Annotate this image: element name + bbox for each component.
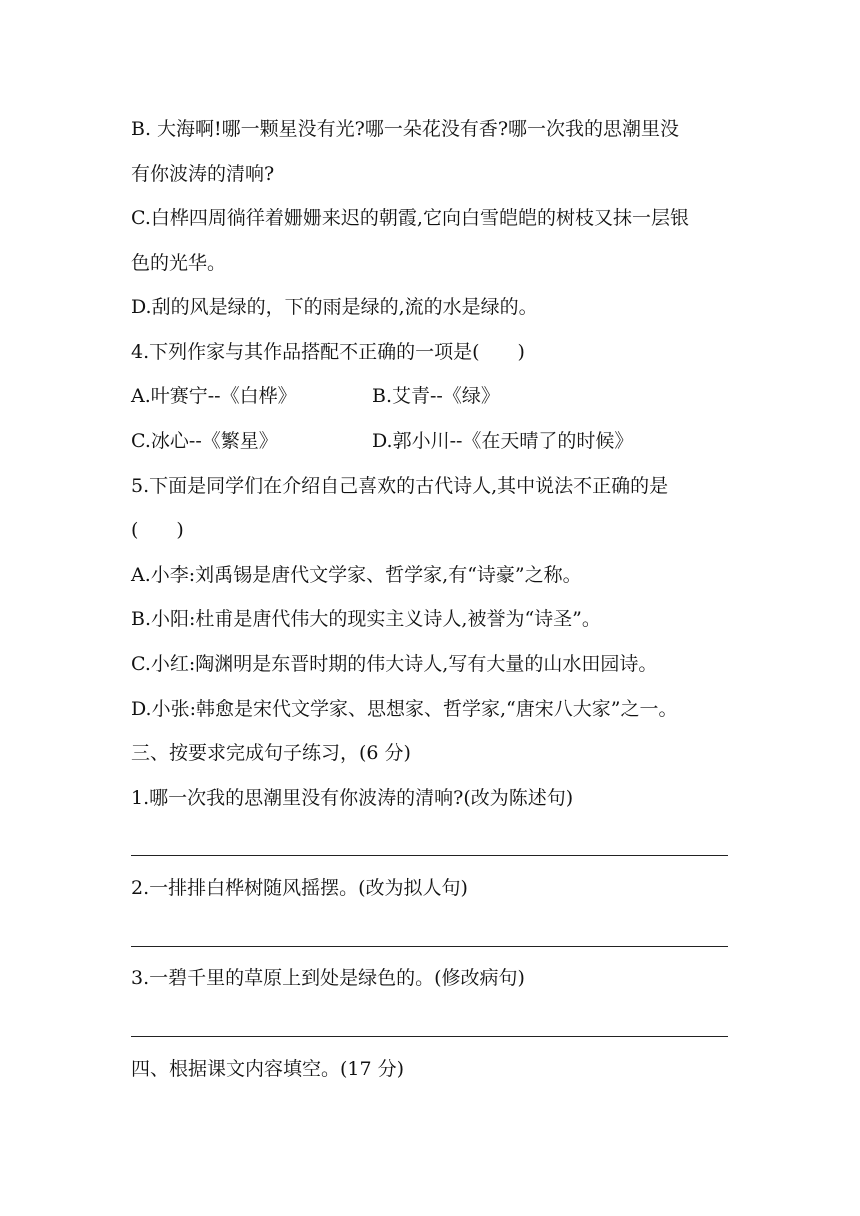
- section3-item-3: 3.一碧千里的草原上到处是绿色的。(修改病句): [131, 967, 525, 989]
- q5-option-b: B.小阳:杜甫是唐代伟大的现实主义诗人,被誉为“诗圣”。: [131, 608, 601, 630]
- answer-line-1: [131, 855, 728, 856]
- q3-option-c-line1: C.白桦四周徜徉着姗姗来迟的朝霞,它向白雪皑皑的树枝又抹一层银: [131, 207, 689, 229]
- q5-option-c: C.小红:陶渊明是东晋时期的伟大诗人,写有大量的山水田园诗。: [131, 653, 658, 675]
- section3-item-1: 1.哪一次我的思潮里没有你波涛的清响?(改为陈述句): [131, 787, 574, 809]
- q4-option-a: A.叶赛宁--《白桦》: [131, 385, 297, 407]
- q3-option-b-line2: 有你波涛的清响?: [131, 163, 275, 185]
- section4-heading: 四、根据课文内容填空。(17 分): [131, 1058, 405, 1080]
- q5-option-d: D.小张:韩愈是宋代文学家、思想家、哲学家,“唐宋八大家”之一。: [131, 698, 678, 720]
- q3-option-d: D.刮的风是绿的，下的雨是绿的,流的水是绿的。: [131, 296, 538, 318]
- q3-option-c-line2: 色的光华。: [131, 252, 227, 274]
- q4-option-b: B.艾青--《绿》: [372, 385, 500, 407]
- section3-item-2: 2.一排排白桦树随风摇摆。(改为拟人句): [131, 877, 468, 899]
- q4-option-c: C.冰心--《繁星》: [131, 430, 278, 452]
- q5-stem-line2: ( ): [131, 519, 184, 541]
- answer-line-2: [131, 946, 728, 947]
- q4-option-d: D.郭小川--《在天晴了的时候》: [372, 430, 634, 452]
- section3-heading: 三、按要求完成句子练习，(6 分): [131, 742, 411, 764]
- q5-option-a: A.小李:刘禹锡是唐代文学家、哲学家,有“诗豪”之称。: [131, 564, 582, 586]
- q5-stem-line1: 5.下面是同学们在介绍自己喜欢的古代诗人,其中说法不正确的是: [131, 475, 669, 497]
- q4-stem: 4.下列作家与其作品搭配不正确的一项是( ): [131, 341, 525, 363]
- q3-option-b-line1: B. 大海啊!哪一颗星没有光?哪一朵花没有香?哪一次我的思潮里没: [131, 118, 680, 140]
- answer-line-3: [131, 1036, 728, 1037]
